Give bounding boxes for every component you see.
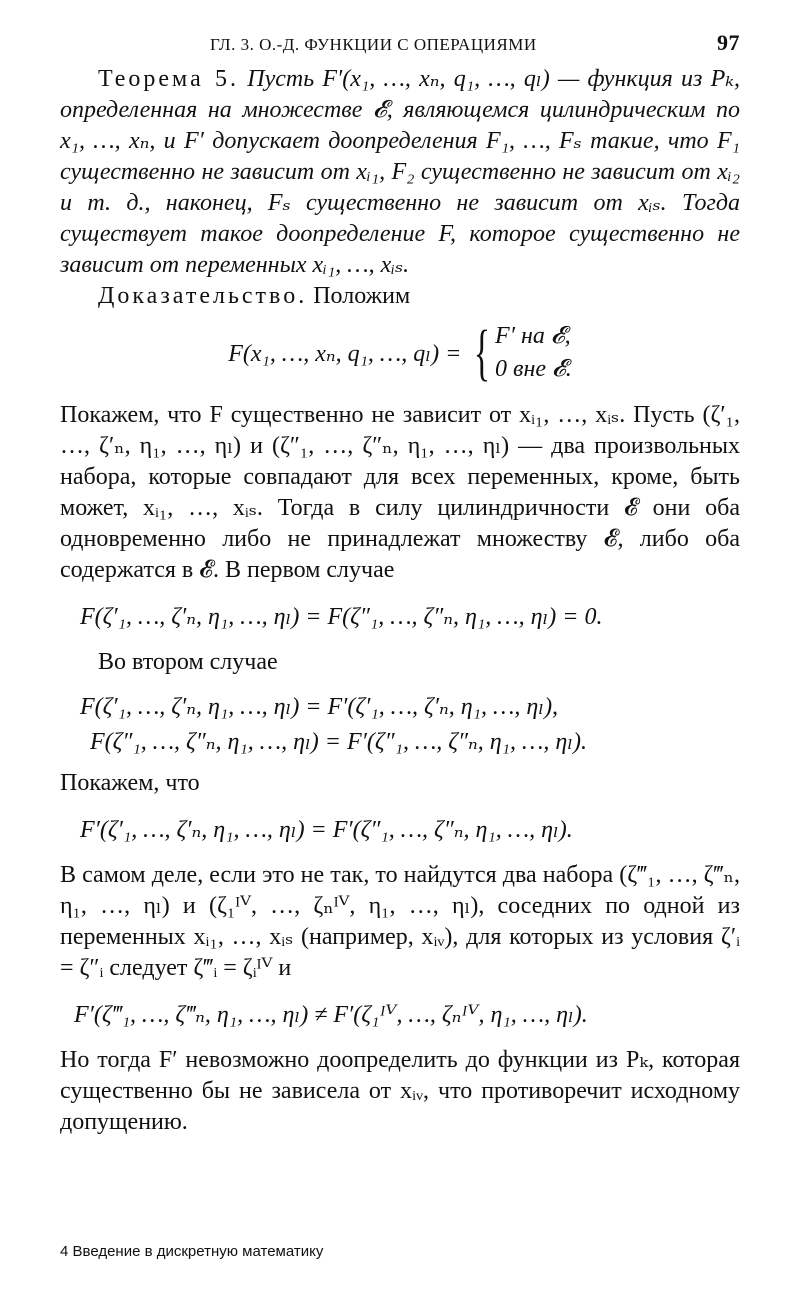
definition-cases bbox=[467, 320, 572, 386]
paragraph-4: В самом деле, если это не так, то найдутся два набора (ζ‴₁, …, ζ‴ₙ, η₁, …, ηₗ) и (ζ₁ᴵⱽ, …, ζₙᴵⱽ, η₁, …, ηₗ), соседних по одной из переменных xᵢ₁, …, xᵢₛ (например, xᵢᵥ), для которых из условия ζ′ᵢ = ζ″ᵢ следует ζ‴ᵢ = ζᵢᴵⱽ и bbox=[60, 862, 740, 981]
equation-1: F(ζ′₁, …, ζ′ₙ, η₁, …, ηₗ) = F(ζ″₁, …, ζ″ₙ, η₁, …, ηₗ) = 0. bbox=[80, 604, 603, 630]
proof-label: Доказательство. bbox=[98, 283, 308, 309]
paragraph-3: Покажем, что bbox=[60, 770, 200, 796]
running-header bbox=[210, 30, 740, 64]
equation-2b: F(ζ″₁, …, ζ″ₙ, η₁, …, ηₗ) = F′(ζ″₁, …, ζ″ₙ, η₁, …, ηₗ). bbox=[90, 729, 588, 755]
book-page bbox=[60, 30, 740, 1138]
definition-case-1: F′ на 𝓔, bbox=[495, 323, 571, 349]
proof-paragraph bbox=[60, 281, 740, 312]
theorem-label: Теорема 5. bbox=[98, 66, 239, 92]
definition-case-2: 0 вне 𝓔. bbox=[495, 356, 572, 382]
page-number: 97 bbox=[717, 30, 740, 55]
theorem-paragraph bbox=[60, 64, 740, 281]
equation-2a: F(ζ′₁, …, ζ′ₙ, η₁, …, ηₗ) = F′(ζ′₁, …, ζ′ₙ, η₁, …, ηₗ), bbox=[80, 694, 559, 720]
paragraph-2: Во втором случае bbox=[98, 649, 278, 675]
definition-formula bbox=[60, 320, 740, 386]
left-brace-icon: { bbox=[473, 319, 491, 387]
paragraph-5: Но тогда F′ невозможно доопределить до функции из Pₖ, которая существенно бы не зависела от xᵢᵥ, что противоречит исходному допущению. bbox=[60, 1047, 740, 1135]
proof-intro: Положим bbox=[313, 283, 411, 309]
page-footer: 4 Введение в дискретную математику bbox=[60, 1243, 324, 1260]
running-title: ГЛ. 3. О.-Д. ФУНКЦИИ С ОПЕРАЦИЯМИ bbox=[210, 35, 537, 54]
equation-4: F′(ζ‴₁, …, ζ‴ₙ, η₁, …, ηₗ) ≠ F′(ζ₁ᴵⱽ, …, ζₙᴵⱽ, η₁, …, ηₗ). bbox=[74, 1002, 588, 1028]
definition-lhs: F(x₁, …, xₙ, q₁, …, qₗ) = bbox=[228, 340, 462, 367]
equation-3: F′(ζ′₁, …, ζ′ₙ, η₁, …, ηₗ) = F′(ζ″₁, …, ζ″ₙ, η₁, …, ηₗ). bbox=[80, 817, 573, 843]
theorem-text: Пусть F′(x₁, …, xₙ, q₁, …, qₗ) — функция из Pₖ, определенная на множестве 𝓔, являющемся цилиндрическим по x₁, …, xₙ, и F′ допускает доопределения F₁, …, Fₛ такие, что F₁ существенно не зависит от xᵢ₁, F₂ существенно не зависит от xᵢ₂ и т. д., наконец, Fₛ существенно не зависит от xᵢₛ. Тогда существует такое доопределение F, которое существенно не зависит от переменных xᵢ₁, …, xᵢₛ. bbox=[60, 66, 741, 278]
paragraph-1: Покажем, что F существенно не зависит от xᵢ₁, …, xᵢₛ. Пусть (ζ′₁, …, ζ′ₙ, η₁, …, ηₗ) и (ζ″₁, …, ζ″ₙ, η₁, …, ηₗ) — два произвольных набора, которые совпадают для всех переменных, кроме, быть может, xᵢ₁, …, xᵢₛ. Тогда в силу цилиндричности 𝓔 они оба одновременно либо не принадлежат множеству 𝓔, либо оба содержатся в 𝓔. В первом случае bbox=[60, 402, 740, 583]
